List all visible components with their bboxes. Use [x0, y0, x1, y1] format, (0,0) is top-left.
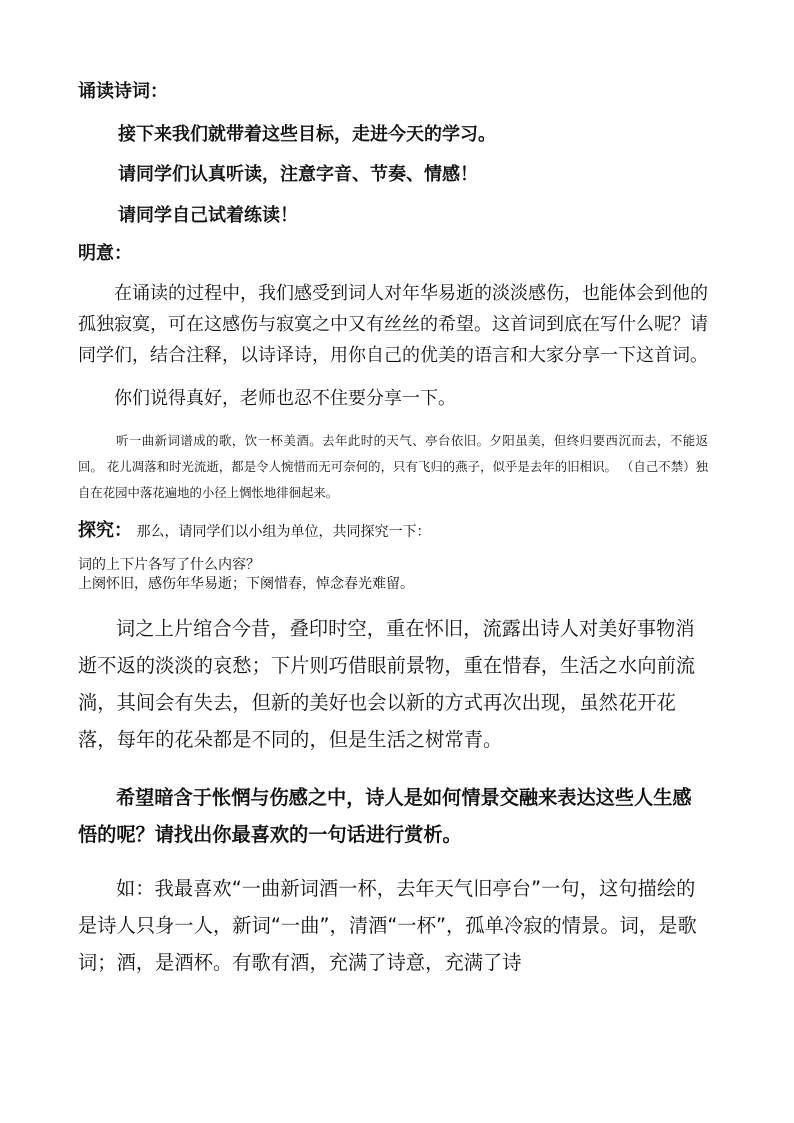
teacher-line: 你们说得真好，老师也忍不住要分享一下。: [114, 388, 456, 409]
recite-line: 接下来我们就带着这些目标，走进今天的学习。: [118, 124, 496, 145]
example-paragraph: 如：我最喜欢“一曲新词酒一杯，去年天气旧亭台”一句，这句描绘的是诗人只身一人，新词“一曲”，清酒“一杯”，孤单冷寂的情景。词，是歌词；酒，是酒杯。有歌有酒，充满了诗意，充满了诗: [78, 877, 697, 974]
explore-intro: 那么，请同学们以小组为单位，共同探究一下：: [132, 524, 431, 540]
meaning-paragraph: 在诵读的过程中，我们感受到词人对年华易逝的淡淡感伤，也能体会到他的孤独寂寞，可在这感伤与寂寞之中又有丝丝的希望。这首词到底在写什么呢？请同学们，结合注释，以诗译诗，用你自己的优美的语言和大家分享一下这首词。: [78, 283, 708, 366]
analysis-paragraph: 词之上片绾合今昔，叠印时空，重在怀旧，流露出诗人对美好事物消逝不返的淡淡的哀愁；下片则巧借眼前景物，重在惜春，生活之水向前流淌，其间会有失去，但新的美好也会以新的方式再次出现，虽然花开花落，每年的花朵都是不同的，但是生活之树常青。: [78, 617, 696, 751]
question-line: 词的上下片各写了什么内容？: [78, 557, 260, 573]
explore-line: [78, 516, 708, 542]
answer-line: 上阕怀旧，感伤年华易逝；下阕惜春，悼念春光难留。: [78, 576, 414, 592]
translation-paragraph: 听一曲新词谱成的歌，饮一杯美酒。去年此时的天气、亭台依旧。夕阳虽美，但终归要西沉而去，不能返回。 花儿凋落和时光流逝，都是令人惋惜而无可奈何的，只有飞归的燕子，似乎是去年的旧相识。 （自己不禁）独自在花园中落花遍地的小径上惆怅地徘徊起来。: [78, 433, 708, 500]
meaning-heading: 明意：: [78, 243, 132, 264]
recite-heading: 诵读诗词：: [78, 81, 168, 102]
recite-line: 请同学自己试着练读！: [118, 205, 298, 226]
explore-heading: 探究：: [78, 520, 132, 541]
appreciation-prompt: 希望暗含于怅惘与伤感之中，诗人是如何情景交融来表达这些人生感悟的呢？请找出你最喜欢的一句话进行赏析。: [78, 786, 692, 846]
recite-line: 请同学们认真听读，注意字音、节奏、情感！: [118, 164, 478, 185]
